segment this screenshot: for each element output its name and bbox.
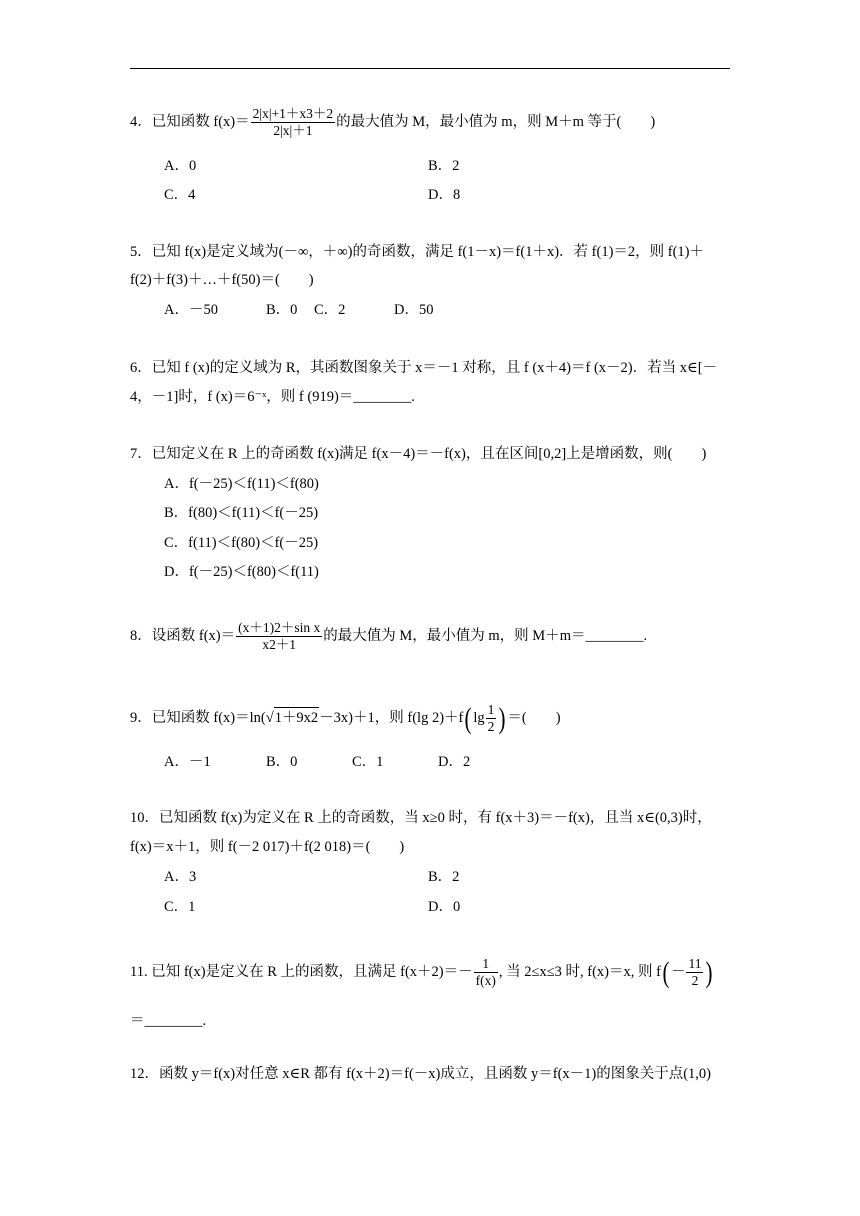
q8-prefix: 8．设函数 f(x)＝	[130, 627, 236, 644]
q4-suffix: 的最大值为 M，最小值为 m，则 M＋m 等于( )	[336, 113, 656, 130]
question-4	[130, 106, 655, 139]
q4-prefix: 4．已知函数 f(x)＝	[130, 113, 250, 130]
q4-option-d: D．8	[428, 187, 461, 203]
q11-fraction-1	[474, 956, 498, 989]
left-paren-icon: (	[464, 701, 472, 735]
q9-sqrt-content: 1＋9x2	[274, 707, 320, 728]
q9-fraction	[486, 702, 497, 735]
q9-option-c: C．1	[352, 754, 384, 770]
q11-fraction-2	[686, 956, 703, 989]
q4-option-c: C．4	[164, 187, 196, 203]
q7-option-a: A．f(－25)＜f(11)＜f(80)	[164, 476, 319, 492]
q10-option-d: D．0	[428, 899, 461, 915]
right-paren-icon: )	[498, 701, 506, 735]
q9-denominator: 2	[487, 719, 495, 734]
q7-option-b: B．f(80)＜f(11)＜f(－25)	[164, 505, 319, 521]
question-11	[130, 956, 714, 989]
q11-line-2: ＝________.	[130, 1013, 207, 1029]
q5-line-2: f(2)＋f(3)＋…＋f(50)＝( )	[130, 272, 314, 288]
q10-option-b: B．2	[428, 869, 460, 885]
q7-option-c: C．f(11)＜f(80)＜f(－25)	[164, 535, 319, 551]
q8-denominator: x2＋1	[262, 637, 297, 652]
q9-suffix: ＝( )	[507, 709, 561, 726]
q7-option-d: D．f(－25)＜f(80)＜f(11)	[164, 564, 319, 580]
q11-neg: －	[670, 963, 686, 980]
q5-option-d: D．50	[394, 302, 434, 318]
q11-denominator-1: f(x)	[475, 973, 496, 988]
q11-denominator-2: 2	[691, 973, 699, 988]
q8-fraction	[236, 620, 322, 653]
q11-numerator-2: 11	[688, 956, 702, 971]
q4-option-a: A．0	[164, 158, 197, 174]
sqrt-sign-icon: √	[265, 709, 274, 726]
left-paren-icon: (	[662, 955, 670, 989]
q4-fraction	[251, 106, 336, 139]
right-paren-icon: )	[705, 955, 713, 989]
q4-numerator: 2|x|+1＋x3＋2	[252, 106, 334, 121]
q11-middle: , 当 2≤x≤3 时, f(x)＝x, 则 f	[498, 963, 661, 980]
q11-numerator-1: 1	[474, 956, 498, 973]
q9-option-a: A．－1	[164, 754, 211, 770]
q6-line-1: 6．已知 f (x)的定义域为 R，其函数图象关于 x＝－1 对称，且 f (x＋4)＝f (x－2)．若当 x∈[－	[130, 360, 718, 376]
q4-denominator: 2|x|＋1	[273, 123, 313, 138]
question-8	[130, 620, 647, 653]
q11-prefix: 11. 已知 f(x)是定义在 R 上的函数，且满足 f(x＋2)＝－	[130, 963, 473, 980]
q10-option-c: C．1	[164, 899, 196, 915]
q4-option-b: B．2	[428, 158, 460, 174]
q10-line-1: 10．已知函数 f(x)为定义在 R 上的奇函数，当 x≥0 时，有 f(x＋3)＝－f(x)，且当 x∈(0,3)时，	[130, 810, 712, 826]
question-9	[130, 702, 561, 735]
q5-option-c: C．2	[314, 302, 346, 318]
q6-line-2: 4，－1]时，f (x)＝6⁻ˣ，则 f (919)＝________.	[130, 389, 415, 405]
q5-line-1: 5．已知 f(x)是定义域为(－∞，＋∞)的奇函数，满足 f(1－x)＝f(1＋x)．若 f(1)＝2，则 f(1)＋	[130, 244, 705, 260]
q9-middle: －3x)＋1，则 f(lg 2)＋f	[319, 709, 464, 726]
q9-option-b: B．0	[266, 754, 298, 770]
q9-prefix: 9．已知函数 f(x)＝ln(	[130, 709, 266, 726]
q12-line-1: 12．函数 y＝f(x)对任意 x∈R 都有 f(x＋2)＝f(－x)成立，且函数 y＝f(x－1)的图象关于点(1,0)	[130, 1066, 712, 1082]
q10-line-2: f(x)＝x＋1，则 f(－2 017)＋f(2 018)＝( )	[130, 839, 405, 855]
q5-option-b: B．0	[266, 302, 298, 318]
header-rule	[130, 68, 730, 69]
q8-suffix: 的最大值为 M，最小值为 m，则 M＋m＝________.	[323, 627, 648, 644]
q10-option-a: A．3	[164, 869, 197, 885]
q8-numerator: (x＋1)2＋sin x	[238, 620, 321, 635]
q7-line-1: 7．已知定义在 R 上的奇函数 f(x)满足 f(x－4)＝－f(x)，且在区间[0,2]上是增函数，则( )	[130, 446, 707, 462]
q9-option-d: D．2	[438, 754, 471, 770]
q9-lg: lg	[473, 709, 485, 726]
q9-numerator: 1	[487, 702, 495, 717]
q5-option-a: A．－50	[164, 302, 218, 318]
